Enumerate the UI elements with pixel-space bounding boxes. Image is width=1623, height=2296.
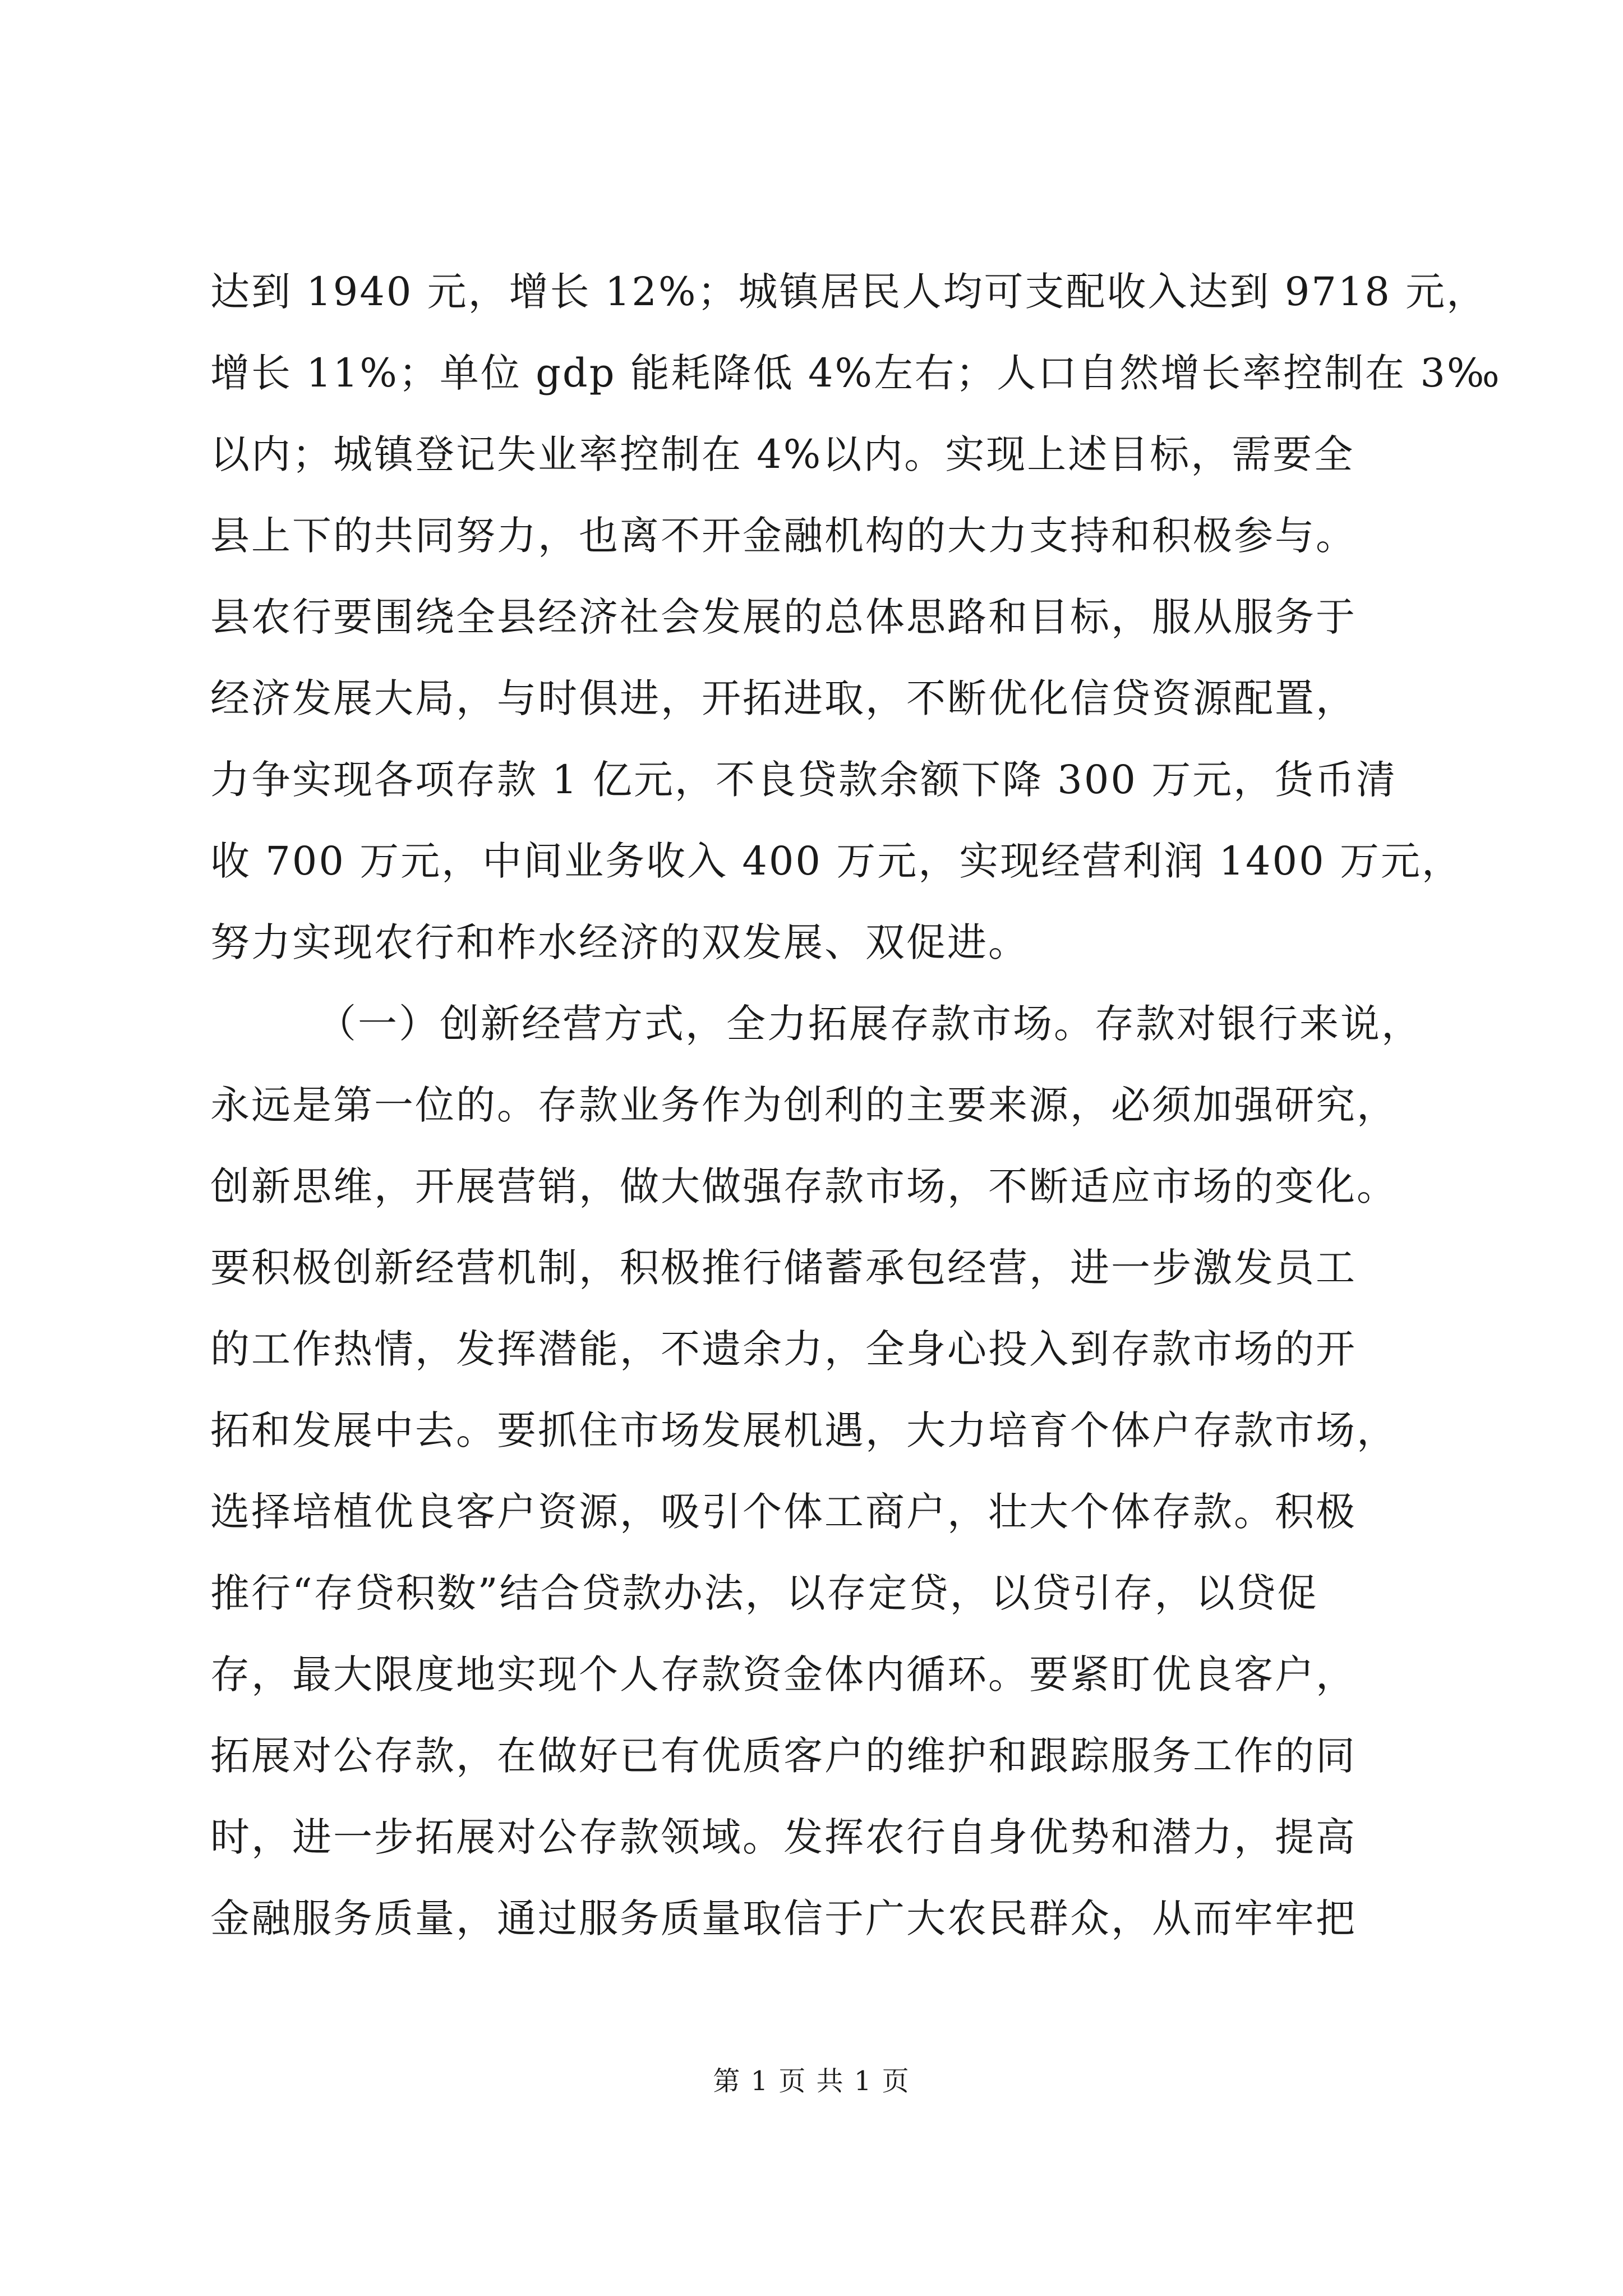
text-line: 时，进一步拓展对公存款领域。发挥农行自身优势和潜力，提高: [210, 1814, 1357, 1860]
text-line: 达到 1940 元，增长 12%；城镇居民人均可支配收入达到 9718 元，: [210, 269, 1488, 315]
text-line: 推行“存贷积数”结合贷款办法，以存定贷，以贷引存，以贷促: [210, 1570, 1318, 1616]
text-line: 经济发展大局，与时俱进，开拓进取，不断优化信贷资源配置，: [210, 675, 1357, 721]
page-footer: 第 1 页 共 1 页: [713, 2065, 910, 2097]
text-line: 拓展对公存款，在做好已有优质客户的维护和跟踪服务工作的同: [210, 1733, 1357, 1779]
text-line: 永远是第一位的。存款业务作为创利的主要来源，必须加强研究，: [210, 1082, 1398, 1128]
text-line: 金融服务质量，通过服务质量取信于广大农民群众，从而牢牢把: [210, 1895, 1357, 1941]
text-line: 拓和发展中去。要抓住市场发展机遇，大力培育个体户存款市场，: [210, 1407, 1398, 1453]
text-line: 创新思维，开展营销，做大做强存款市场，不断适应市场的变化。: [210, 1163, 1398, 1209]
text-line: 收 700 万元，中间业务收入 400 万元，实现经营利润 1400 万元，: [210, 838, 1463, 884]
section-heading-line: （一）创新经营方式，全力拓展存款市场。存款对银行来说，: [317, 1001, 1422, 1047]
text-line: 要积极创新经营机制，积极推行储蓄承包经营，进一步激发员工: [210, 1245, 1357, 1291]
text-line: 选择培植优良客户资源，吸引个体工商户，壮大个体存款。积极: [210, 1489, 1357, 1535]
text-line: 力争实现各项存款 1 亿元，不良贷款余额下降 300 万元，货币清: [210, 757, 1398, 803]
text-line: 努力实现农行和柞水经济的双发展、双促进。: [210, 919, 1029, 965]
text-line: 增长 11%；单位 gdp 能耗降低 4%左右；人口自然增长率控制在 3‰: [210, 350, 1501, 396]
text-line: 县农行要围绕全县经济社会发展的总体思路和目标，服从服务于: [210, 594, 1357, 640]
text-line: 存，最大限度地实现个人存款资金体内循环。要紧盯优良客户，: [210, 1651, 1357, 1697]
text-line: 县上下的共同努力，也离不开金融机构的大力支持和积极参与。: [210, 513, 1357, 559]
body-text: [210, 251, 1501, 1959]
text-line: 的工作热情，发挥潜能，不遗余力，全身心投入到存款市场的开: [210, 1326, 1357, 1372]
text-line: 以内；城镇登记失业率控制在 4%以内。实现上述目标，需要全: [210, 431, 1355, 477]
